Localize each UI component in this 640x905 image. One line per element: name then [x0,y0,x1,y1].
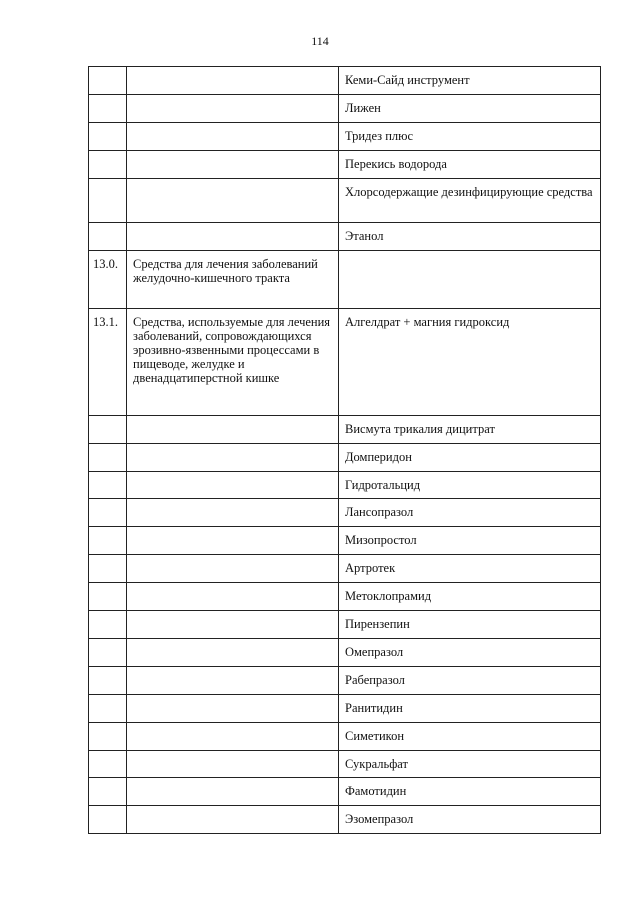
table-row [89,555,601,583]
group-name-cell [127,750,339,778]
medication-table [88,66,601,834]
group-name-cell [127,415,339,443]
row-number-cell [89,415,127,443]
table-row [89,150,601,178]
group-name-cell [127,443,339,471]
drug-name-cell: Симетикон [339,722,601,750]
table-row [89,583,601,611]
row-number-cell [89,222,127,250]
drug-name-cell: Алгелдрат + магния гидроксид [339,308,601,415]
row-number-cell [89,722,127,750]
table-row [89,178,601,222]
table-row [89,415,601,443]
group-name-cell [127,806,339,834]
drug-name-cell: Домперидон [339,443,601,471]
row-number-cell [89,95,127,123]
drug-name-cell [339,250,601,308]
row-number-cell [89,150,127,178]
row-number-cell [89,471,127,499]
row-number-cell [89,499,127,527]
table-row [89,611,601,639]
row-number-cell [89,583,127,611]
drug-name-cell: Рабепразол [339,667,601,695]
drug-name-cell: Мизопростол [339,527,601,555]
drug-name-cell: Сукральфат [339,750,601,778]
drug-name-cell: Кеми-Сайд инструмент [339,67,601,95]
table-row [89,222,601,250]
page-number: 114 [311,34,329,48]
table-row [89,667,601,695]
row-number-cell [89,694,127,722]
group-name-cell [127,178,339,222]
drug-name-cell: Висмута трикалия дицитрат [339,415,601,443]
group-name-cell [127,123,339,151]
row-number-cell [89,778,127,806]
table-row [89,123,601,151]
row-number-cell: 13.1. [89,308,127,415]
drug-name-cell: Метоклопрамид [339,583,601,611]
drug-name-cell: Эзомепразол [339,806,601,834]
table-row [89,95,601,123]
group-name-cell [127,555,339,583]
row-number-cell [89,750,127,778]
group-name-cell [127,67,339,95]
group-name-cell [127,667,339,695]
group-name-cell [127,471,339,499]
row-number-cell [89,443,127,471]
group-name-cell [127,499,339,527]
table-row [89,806,601,834]
group-name-cell: Средства для лечения заболеваний желудочно-кишечного тракта [127,250,339,308]
row-number-cell [89,639,127,667]
drug-name-cell: Артротек [339,555,601,583]
row-number-cell [89,123,127,151]
group-name-cell [127,639,339,667]
table-row [89,639,601,667]
row-number-cell [89,667,127,695]
medication-table-body [89,67,601,834]
group-name-cell [127,611,339,639]
row-number-cell: 13.0. [89,250,127,308]
drug-name-cell: Этанол [339,222,601,250]
table-row [89,499,601,527]
drug-name-cell: Гидротальцид [339,471,601,499]
table-row [89,471,601,499]
group-name-cell [127,95,339,123]
table-row [89,527,601,555]
group-name-cell [127,778,339,806]
group-name-cell [127,583,339,611]
drug-name-cell: Хлорсодержащие дезинфицирующие средства [339,178,601,222]
group-name-cell [127,222,339,250]
row-number-cell [89,806,127,834]
drug-name-cell: Ранитидин [339,694,601,722]
row-number-cell [89,67,127,95]
drug-name-cell: Лансопразол [339,499,601,527]
table-row [89,308,601,415]
drug-name-cell: Тридез плюс [339,123,601,151]
row-number-cell [89,178,127,222]
group-name-cell [127,722,339,750]
table-row [89,694,601,722]
drug-name-cell: Пирензепин [339,611,601,639]
table-row [89,67,601,95]
table-row [89,778,601,806]
drug-name-cell: Лижен [339,95,601,123]
table-row [89,443,601,471]
table-row [89,722,601,750]
row-number-cell [89,555,127,583]
table-row [89,250,601,308]
row-number-cell [89,611,127,639]
table-row [89,750,601,778]
group-name-cell [127,694,339,722]
drug-name-cell: Фамотидин [339,778,601,806]
drug-name-cell: Перекись водорода [339,150,601,178]
drug-name-cell: Омепразол [339,639,601,667]
group-name-cell [127,527,339,555]
group-name-cell: Средства, используемые для лечения заболеваний, сопровождающихся эрозивно-язвенными процессами в пищеводе, желудке и двенадцатиперстной кишке [127,308,339,415]
row-number-cell [89,527,127,555]
group-name-cell [127,150,339,178]
